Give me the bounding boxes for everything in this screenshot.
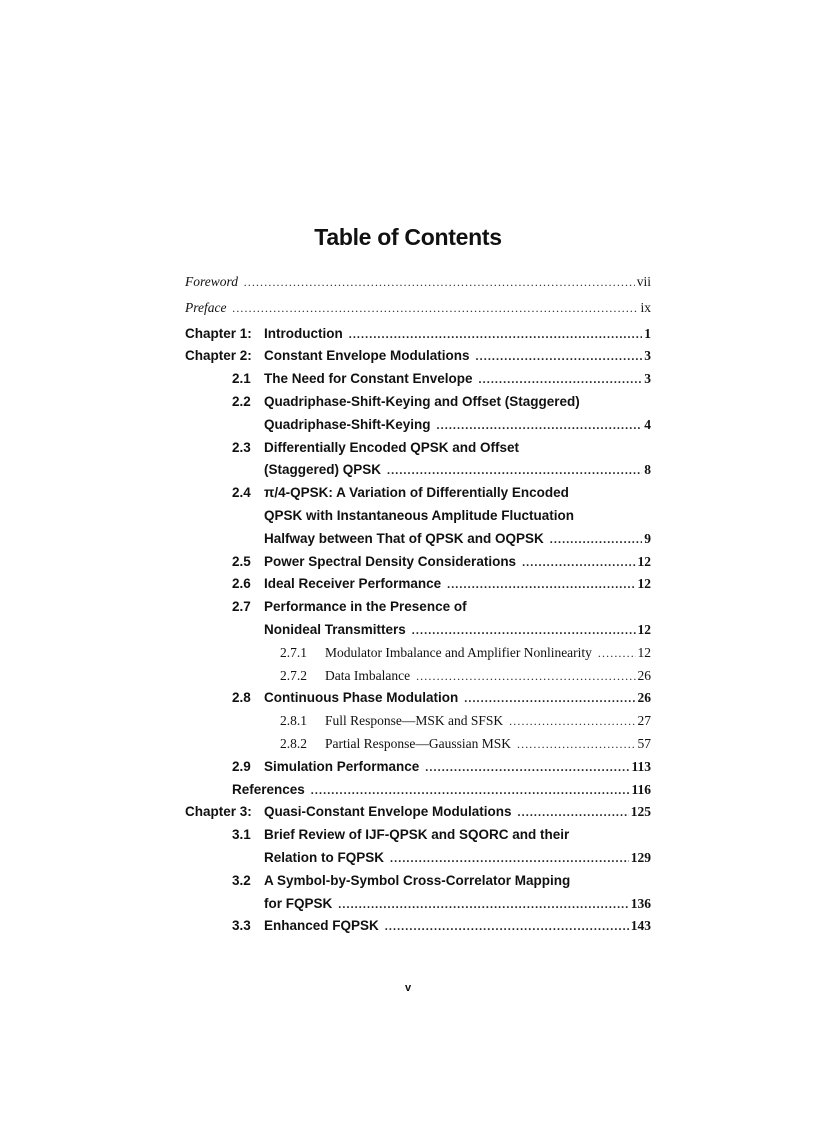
toc-page-number: 12 [637, 553, 651, 569]
dot-leader [349, 323, 643, 346]
toc-number: 3.3 [232, 918, 251, 934]
dot-leader [244, 271, 635, 294]
dot-leader [311, 779, 630, 802]
toc-page-number: 143 [630, 918, 651, 934]
page-number: v [404, 982, 412, 994]
toc-page-number: 1 [644, 325, 651, 341]
toc-entry-foreword [185, 271, 651, 294]
toc-title: Simulation Performance [264, 758, 420, 774]
dot-leader [479, 368, 643, 391]
toc-title: Quasi-Constant Envelope Modulations [264, 804, 512, 820]
dot-leader [338, 893, 628, 916]
toc-entry-section-2-3 [185, 437, 651, 483]
dot-leader [509, 710, 635, 733]
toc-title: Data Imbalance [325, 667, 411, 683]
toc-entry-section-2-2 [185, 391, 651, 437]
toc-number: 3.1 [232, 827, 251, 843]
toc-page-number: 4 [644, 416, 651, 432]
toc-title: Modulator Imbalance and Amplifier Nonlinearity [325, 644, 592, 660]
dot-leader [522, 551, 635, 574]
toc-title: Foreword [185, 274, 238, 289]
toc-number: 2.9 [232, 758, 251, 774]
toc-title: Continuous Phase Modulation [264, 690, 459, 706]
toc-title-continued: Halfway between That of QPSK and OQPSK [264, 530, 544, 546]
toc-entry-chapter-3 [185, 801, 651, 824]
dot-leader [464, 687, 635, 710]
toc-page-number: 9 [644, 530, 651, 546]
toc-entry-section-3-1 [185, 824, 651, 870]
toc-entry-subsection-2-8-2 [185, 733, 651, 756]
toc-title: Enhanced FQPSK [264, 918, 379, 934]
dot-leader [416, 665, 635, 688]
dot-leader [517, 733, 636, 756]
toc-title: A Symbol-by-Symbol Cross-Correlator Mapping [264, 872, 571, 888]
toc-number: 2.7.1 [280, 644, 307, 660]
toc-title: Brief Review of IJF-QPSK and SQORC and their [264, 827, 570, 843]
toc-title-continued: Nonideal Transmitters [264, 621, 406, 637]
toc-entry-subsection-2-7-1 [185, 642, 651, 665]
toc-entry-section-2-1 [185, 368, 651, 391]
toc-page-number: 3 [644, 371, 651, 387]
toc-page-number: 116 [631, 781, 651, 797]
toc-page-number: 8 [644, 462, 651, 478]
toc-page-number: 125 [630, 804, 651, 820]
toc-page-number: 12 [637, 621, 651, 637]
toc-title: Partial Response—Gaussian MSK [325, 735, 511, 751]
dot-leader [598, 642, 636, 665]
toc-title: π/4-QPSK: A Variation of Differentially Encoded [264, 485, 569, 501]
dot-leader [447, 573, 635, 596]
toc-page-number: 129 [630, 849, 651, 865]
dot-leader [412, 619, 636, 642]
toc-entry-section-2-7 [185, 596, 651, 642]
toc-entry-chapter-2 [185, 345, 651, 368]
toc-page-number: vii [636, 274, 651, 289]
dot-leader [232, 297, 638, 320]
toc-number: 2.8.1 [280, 713, 307, 729]
toc-title: Introduction [264, 325, 343, 341]
toc-page-number: 12 [637, 576, 651, 592]
dot-leader [550, 528, 642, 551]
toc-page-number: 26 [637, 667, 651, 683]
toc-entry-references [185, 779, 651, 802]
toc-number: Chapter 2: [185, 348, 252, 364]
toc-title-continued: Quadriphase-Shift-Keying [264, 416, 431, 432]
dot-leader [518, 801, 629, 824]
toc-number: 2.3 [232, 439, 251, 455]
toc-entry-section-2-8 [185, 687, 651, 710]
toc-title: Ideal Receiver Performance [264, 576, 442, 592]
toc-number: 2.8 [232, 690, 251, 706]
dot-leader [390, 847, 629, 870]
toc-title: Full Response—MSK and SFSK [325, 713, 504, 729]
table-of-contents [185, 271, 651, 938]
toc-number: 2.6 [232, 576, 251, 592]
toc-page-number: ix [640, 299, 651, 315]
toc-title: Preface [185, 299, 227, 315]
toc-number: 2.7 [232, 599, 251, 615]
toc-entry-section-2-5 [185, 551, 651, 574]
toc-entry-section-3-3 [185, 915, 651, 938]
toc-number: 2.8.2 [280, 735, 307, 751]
toc-title: References [232, 781, 305, 797]
toc-title-continued: Relation to FQPSK [264, 849, 385, 865]
toc-entry-subsection-2-8-1 [185, 710, 651, 733]
dot-leader [385, 915, 629, 938]
toc-page-number: 12 [637, 644, 651, 660]
dot-leader [476, 345, 643, 368]
toc-number: Chapter 1: [185, 325, 252, 341]
toc-title: Power Spectral Density Considerations [264, 553, 517, 569]
toc-number: 2.2 [232, 393, 251, 409]
toc-title-continued: (Staggered) QPSK [264, 462, 382, 478]
toc-title: Constant Envelope Modulations [264, 348, 470, 364]
toc-page-number: 136 [630, 895, 651, 911]
dot-leader [437, 414, 643, 437]
page-title: Table of Contents [314, 224, 502, 250]
toc-title: The Need for Constant Envelope [264, 371, 473, 387]
toc-number: 2.1 [232, 371, 251, 387]
toc-page-number: 113 [631, 758, 651, 774]
toc-entry-preface [185, 297, 651, 320]
toc-entry-section-3-2 [185, 870, 651, 916]
toc-number: Chapter 3: [185, 804, 252, 820]
toc-title: Quadriphase-Shift-Keying and Offset (Staggered) [264, 393, 580, 409]
toc-number: 2.7.2 [280, 667, 307, 683]
toc-entry-section-2-9 [185, 756, 651, 779]
dot-leader [425, 756, 629, 779]
toc-page-number: 3 [644, 348, 651, 364]
toc-title-continued: QPSK with Instantaneous Amplitude Fluctuation [264, 507, 575, 523]
toc-entry-subsection-2-7-2 [185, 665, 651, 688]
toc-entry-chapter-1 [185, 323, 651, 346]
toc-page-number: 26 [637, 690, 651, 706]
toc-number: 3.2 [232, 872, 251, 888]
toc-entry-section-2-4 [185, 482, 651, 550]
toc-number: 2.5 [232, 553, 251, 569]
toc-title-continued: for FQPSK [264, 895, 333, 911]
dot-leader [387, 459, 642, 482]
toc-title: Performance in the Presence of [264, 599, 467, 615]
toc-entry-section-2-6 [185, 573, 651, 596]
toc-page-number: 27 [637, 713, 651, 729]
toc-page-number: 57 [637, 735, 651, 751]
toc-title: Differentially Encoded QPSK and Offset [264, 439, 520, 455]
toc-number: 2.4 [232, 485, 251, 501]
